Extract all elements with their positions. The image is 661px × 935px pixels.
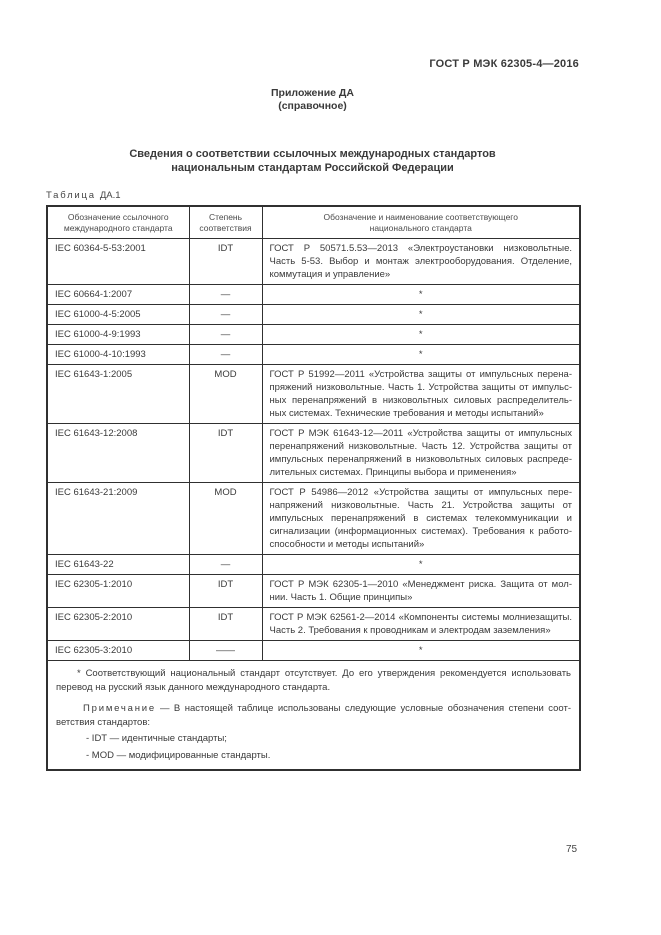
- section-title-line: национальным стандартам Российской Федерации: [171, 161, 454, 174]
- note-label: Примечание: [83, 703, 156, 714]
- table-row: [47, 575, 580, 608]
- national-standard-line: ГОСТ Р МЭК 62305-1—2010 «Менеджмент риска. Защита от мол-: [269, 579, 572, 590]
- national-standard-cell: *: [262, 305, 580, 325]
- national-standard-line: ГОСТ Р 50571.5.53—2013 «Электроустановки низковольтные.: [269, 243, 572, 254]
- national-standard-line: лительных системах. Принципы выбора и применения»: [269, 467, 517, 478]
- footnote-row: [47, 661, 580, 771]
- intl-standard-cell: IEC 61000-4-5:2005: [47, 305, 189, 325]
- appendix-heading: [46, 87, 579, 113]
- section-title: [46, 148, 579, 175]
- national-standard-cell: [262, 608, 580, 641]
- national-standard-line: ГОСТ Р МЭК 62561-2—2014 «Компоненты системы молниезащиты.: [269, 612, 572, 623]
- national-standard-line: коммутация и управление»: [269, 269, 391, 280]
- table-row: [47, 345, 580, 365]
- intl-standard-cell: IEC 61000-4-10:1993: [47, 345, 189, 365]
- header-line: Степень: [208, 212, 243, 222]
- degree-cell: IDT: [189, 575, 262, 608]
- header-line: соответствия: [199, 222, 252, 233]
- header-line: национального стандарта: [369, 222, 472, 233]
- degree-cell: —: [189, 345, 262, 365]
- table-row: [47, 285, 580, 305]
- intl-standard-cell: IEC 60364-5-53:2001: [47, 239, 189, 285]
- table-row: [47, 365, 580, 424]
- national-standard-cell: [262, 575, 580, 608]
- national-standard-line: сигнализации (информационных системах). Требования к работо-: [269, 526, 572, 537]
- intl-standard-cell: IEC 61000-4-9:1993: [47, 325, 189, 345]
- section-title-line: Сведения о соответствии ссылочных международных стандартов: [129, 148, 496, 160]
- national-standard-line: перенапряжений низковольтные. Часть 12. Устройства защиты от: [269, 441, 572, 452]
- note-item: - MOD — модифицированные стандарты.: [86, 749, 271, 761]
- header-line: Обозначение ссылочного: [67, 212, 169, 222]
- table-footnote-body: [47, 661, 580, 771]
- degree-cell: —: [189, 285, 262, 305]
- intl-standard-cell: IEC 62305-1:2010: [47, 575, 189, 608]
- standards-correspondence-table: [46, 205, 581, 771]
- national-standard-line: импульсных перенапряжений в системах телекоммуникации и: [269, 513, 572, 524]
- note-paragraph: [56, 702, 571, 729]
- national-standard-line: ГОСТ Р 51992—2011 «Устройства защиты от импульсных перена-: [269, 369, 572, 380]
- table-caption: [46, 190, 579, 201]
- table-caption-ref: ДА.1: [99, 190, 121, 201]
- intl-standard-cell: IEC 61643-21:2009: [47, 483, 189, 555]
- intl-standard-cell: IEC 60664-1:2007: [47, 285, 189, 305]
- appendix-label: Приложение ДА: [271, 87, 354, 99]
- national-standard-cell: *: [262, 641, 580, 661]
- doc-ref: ГОСТ Р МЭК 62305-4—2016: [429, 58, 579, 70]
- page-number: 75: [566, 844, 578, 855]
- table-row: [47, 483, 580, 555]
- national-standard-line: способности и методы испытаний»: [269, 539, 425, 550]
- intl-standard-cell: IEC 61643-22: [47, 555, 189, 575]
- footnote-cell: [47, 661, 580, 771]
- national-standard-line: пряжений низковольтные. Часть 1. Устройства защиты от импульс-: [269, 382, 572, 393]
- national-standard-line: ных системах. Технические требования и методы испытаний»: [269, 408, 544, 419]
- note-line: [56, 702, 571, 716]
- national-standard-line: импульсных перенапряжений в низковольтных силовых распреде-: [269, 454, 572, 465]
- table-row: [47, 325, 580, 345]
- table-row: [47, 555, 580, 575]
- degree-cell: IDT: [189, 424, 262, 483]
- note-text: — В настоящей таблице использованы следующие условные обозначения степени соот-: [160, 703, 571, 714]
- header-row: [47, 206, 580, 239]
- degree-cell: —: [189, 305, 262, 325]
- national-standard-cell: *: [262, 285, 580, 305]
- intl-standard-cell: IEC 61643-12:2008: [47, 424, 189, 483]
- footnote-paragraph: [56, 667, 571, 694]
- national-standard-cell: [262, 483, 580, 555]
- degree-cell: MOD: [189, 483, 262, 555]
- national-standard-line: напряжений низковольтные. Часть 21. Устройства защиты от: [269, 500, 572, 511]
- table-row: [47, 608, 580, 641]
- appendix-kind: (справочное): [278, 100, 347, 112]
- header-national-standard: [262, 206, 580, 239]
- national-standard-cell: *: [262, 555, 580, 575]
- degree-cell: ——: [189, 641, 262, 661]
- national-standard-cell: *: [262, 325, 580, 345]
- national-standard-cell: [262, 424, 580, 483]
- table-row: [47, 641, 580, 661]
- header-intl-standard: [47, 206, 189, 239]
- table-row: [47, 305, 580, 325]
- header-line: Обозначение и наименование соответствующего: [323, 212, 518, 222]
- national-standard-line: нии. Часть 1. Общие принципы»: [269, 592, 413, 603]
- national-standard-line: ГОСТ Р 54986—2012 «Устройства защиты от импульсных пере-: [269, 487, 572, 498]
- national-standard-line: Часть 2. Требования к проводникам и электродам заземления»: [269, 625, 551, 636]
- intl-standard-cell: IEC 61643-1:2005: [47, 365, 189, 424]
- degree-cell: IDT: [189, 239, 262, 285]
- degree-cell: IDT: [189, 608, 262, 641]
- degree-cell: —: [189, 325, 262, 345]
- footnote-line: перевод на русский язык данного международного стандарта.: [56, 681, 331, 693]
- degree-cell: MOD: [189, 365, 262, 424]
- note-item: - IDT — идентичные стандарты;: [86, 733, 227, 744]
- header-line: международного стандарта: [63, 222, 173, 233]
- note-line: ветствия стандартов:: [56, 716, 151, 728]
- national-standard-cell: [262, 365, 580, 424]
- degree-cell: —: [189, 555, 262, 575]
- national-standard-line: ГОСТ Р МЭК 61643-12—2011 «Устройства защиты от импульсных: [269, 428, 572, 439]
- intl-standard-cell: IEC 62305-3:2010: [47, 641, 189, 661]
- header-degree: [189, 206, 262, 239]
- table-row: [47, 239, 580, 285]
- table-caption-word: Таблица: [46, 190, 96, 201]
- national-standard-cell: *: [262, 345, 580, 365]
- table-row: [47, 424, 580, 483]
- standards-table-body: [47, 239, 580, 661]
- national-standard-cell: [262, 239, 580, 285]
- national-standard-line: Часть 5-53. Выбор и монтаж электрооборудования. Отделение,: [269, 256, 572, 267]
- footnote-line: * Соответствующий национальный стандарт отсутствует. До его утверждения рекомендуется использовать: [77, 668, 571, 679]
- intl-standard-cell: IEC 62305-2:2010: [47, 608, 189, 641]
- national-standard-line: ных перенапряжений в низковольтных силовых распределитель-: [269, 395, 572, 406]
